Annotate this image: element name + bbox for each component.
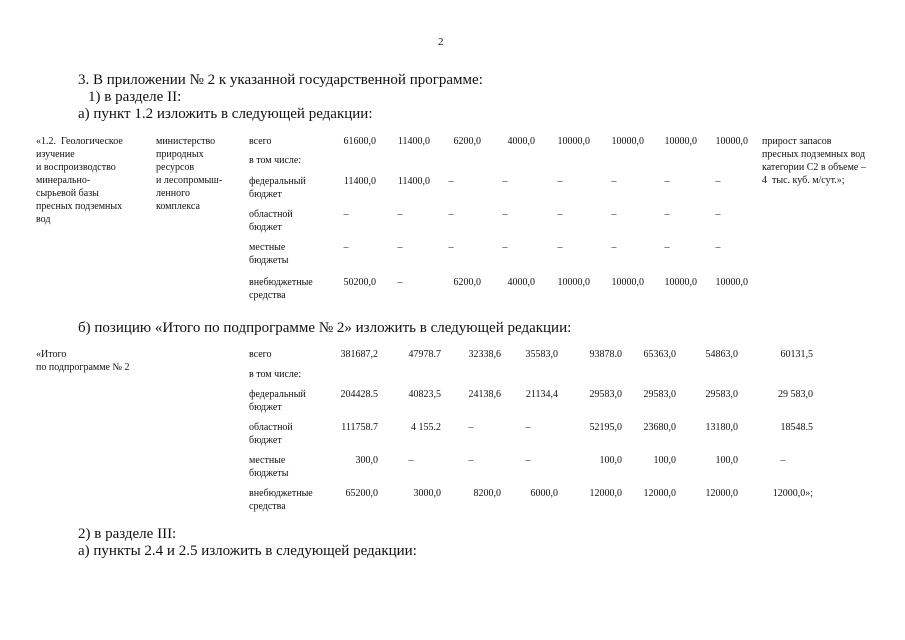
cell-value: 12000,0 xyxy=(705,488,738,499)
cell-value: – xyxy=(664,209,670,220)
cell-value: 29583,0 xyxy=(705,389,738,400)
cell-value: – xyxy=(611,242,617,253)
cell-value: 4000,0 xyxy=(507,136,535,147)
paragraph-b: б) позицию «Итого по подпрограмме № 2» изложить в следующей редакции: xyxy=(78,320,572,336)
cell-value: 381687,2 xyxy=(340,349,378,360)
cell-value: – xyxy=(408,455,414,466)
row-label: всего xyxy=(249,136,272,147)
cell-value: 204428.5 xyxy=(340,389,378,400)
cell-value: 10000,0 xyxy=(715,136,748,147)
cell-value: 12000,0 xyxy=(643,488,676,499)
row-label: внебюджетные средства xyxy=(249,488,313,512)
row-label: федеральный бюджет xyxy=(249,176,306,200)
cell-value: – xyxy=(525,455,531,466)
cell-value: 23680,0 xyxy=(643,422,676,433)
cell-value: – xyxy=(557,242,563,253)
row-label: внебюджетные средства xyxy=(249,277,313,301)
cell-value: – xyxy=(448,242,454,253)
cell-value: – xyxy=(715,209,721,220)
cell-value: 93878.0 xyxy=(589,349,622,360)
cell-value: 8200,0 xyxy=(473,488,501,499)
cell-value: – xyxy=(715,242,721,253)
cell-value: 3000,0 xyxy=(413,488,441,499)
row-label: местные бюджеты xyxy=(249,242,289,266)
cell-value: 10000,0 xyxy=(557,277,590,288)
cell-value: 47978.7 xyxy=(408,349,441,360)
cell-value: 10000,0 xyxy=(664,277,697,288)
cell-value: – xyxy=(611,176,617,187)
cell-value: 10000,0 xyxy=(715,277,748,288)
paragraph-a: а) пункт 1.2 изложить в следующей редакции: xyxy=(78,106,373,122)
cell-value: – xyxy=(611,209,617,220)
cell-value: 13180,0 xyxy=(705,422,738,433)
cell-value: 4000,0 xyxy=(507,277,535,288)
cell-value: – xyxy=(448,209,454,220)
cell-value: – xyxy=(557,176,563,187)
page-number: 2 xyxy=(438,36,444,48)
cell-value: 111758.7 xyxy=(341,422,378,433)
cell-value: – xyxy=(397,242,403,253)
cell-value: – xyxy=(502,209,508,220)
cell-value: 52195,0 xyxy=(589,422,622,433)
cell-value: – xyxy=(397,277,403,288)
cell-value: 12000,0»; xyxy=(772,488,813,499)
cell-value: 11400,0 xyxy=(343,176,376,187)
cell-value: 100,0 xyxy=(653,455,676,466)
cell-value: 32338,6 xyxy=(468,349,501,360)
row-label: федеральный бюджет xyxy=(249,389,306,413)
cell-value: 29 583,0 xyxy=(778,389,813,400)
cell-value: 6000,0 xyxy=(530,488,558,499)
cell-value: 10000,0 xyxy=(611,136,644,147)
cell-value: 18548.5 xyxy=(780,422,813,433)
cell-value: 21134,4 xyxy=(525,389,558,400)
cell-value: 6200,0 xyxy=(453,136,481,147)
cell-value: – xyxy=(502,176,508,187)
cell-value: 100,0 xyxy=(715,455,738,466)
row-label: всего xyxy=(249,349,272,360)
row-label: в том числе: xyxy=(249,155,302,166)
cell-value: 300,0 xyxy=(355,455,378,466)
cell-value: – xyxy=(715,176,721,187)
cell-value: 11400,0 xyxy=(397,176,430,187)
cell-value: 29583,0 xyxy=(643,389,676,400)
cell-value: 54863,0 xyxy=(705,349,738,360)
cell-value: 100,0 xyxy=(599,455,622,466)
cell-value: – xyxy=(468,422,474,433)
row-label: областной бюджет xyxy=(249,209,293,233)
cell-value: 10000,0 xyxy=(557,136,590,147)
cell-value: – xyxy=(343,242,349,253)
cell-value: 40823,5 xyxy=(408,389,441,400)
cell-value: 35583,0 xyxy=(525,349,558,360)
cell-value: – xyxy=(557,209,563,220)
table1-executor: министерство природных ресурсов и лесопромыш- ленного комплекса xyxy=(156,136,223,212)
row-label: в том числе: xyxy=(249,369,302,380)
cell-value: 24138,6 xyxy=(468,389,501,400)
cell-value: – xyxy=(397,209,403,220)
cell-value: – xyxy=(525,422,531,433)
paragraph-1: 1) в разделе II: xyxy=(88,89,182,105)
cell-value: – xyxy=(502,242,508,253)
cell-value: 65200,0 xyxy=(345,488,378,499)
cell-value: 12000,0 xyxy=(589,488,622,499)
cell-value: – xyxy=(468,455,474,466)
table1-item-name: «1.2. Геологическое изучение и воспроизводство минерально- сырьевой базы пресных подземных вод xyxy=(36,136,123,225)
cell-value: 10000,0 xyxy=(664,136,697,147)
cell-value: – xyxy=(780,455,786,466)
cell-value: – xyxy=(664,242,670,253)
cell-value: 50200,0 xyxy=(343,277,376,288)
table2-item-name: «Итого по подпрограмме № 2 xyxy=(36,349,130,373)
cell-value: 4 155.2 xyxy=(411,422,441,433)
cell-value: 10000,0 xyxy=(611,277,644,288)
cell-value: 29583,0 xyxy=(589,389,622,400)
table1-result: прирост запасов пресных подземных вод категории С2 в объеме – 4 тыс. куб. м/сут.»; xyxy=(762,136,866,186)
cell-value: 60131,5 xyxy=(780,349,813,360)
cell-value: 6200,0 xyxy=(453,277,481,288)
paragraph-a-2: а) пункты 2.4 и 2.5 изложить в следующей редакции: xyxy=(78,543,417,559)
row-label: областной бюджет xyxy=(249,422,293,446)
row-label: местные бюджеты xyxy=(249,455,289,479)
cell-value: 65363,0 xyxy=(643,349,676,360)
cell-value: – xyxy=(664,176,670,187)
paragraph-2: 2) в разделе III: xyxy=(78,526,177,542)
cell-value: – xyxy=(343,209,349,220)
cell-value: – xyxy=(448,176,454,187)
paragraph-3: 3. В приложении № 2 к указанной государственной программе: xyxy=(78,72,483,88)
cell-value: 61600,0 xyxy=(343,136,376,147)
cell-value: 11400,0 xyxy=(397,136,430,147)
